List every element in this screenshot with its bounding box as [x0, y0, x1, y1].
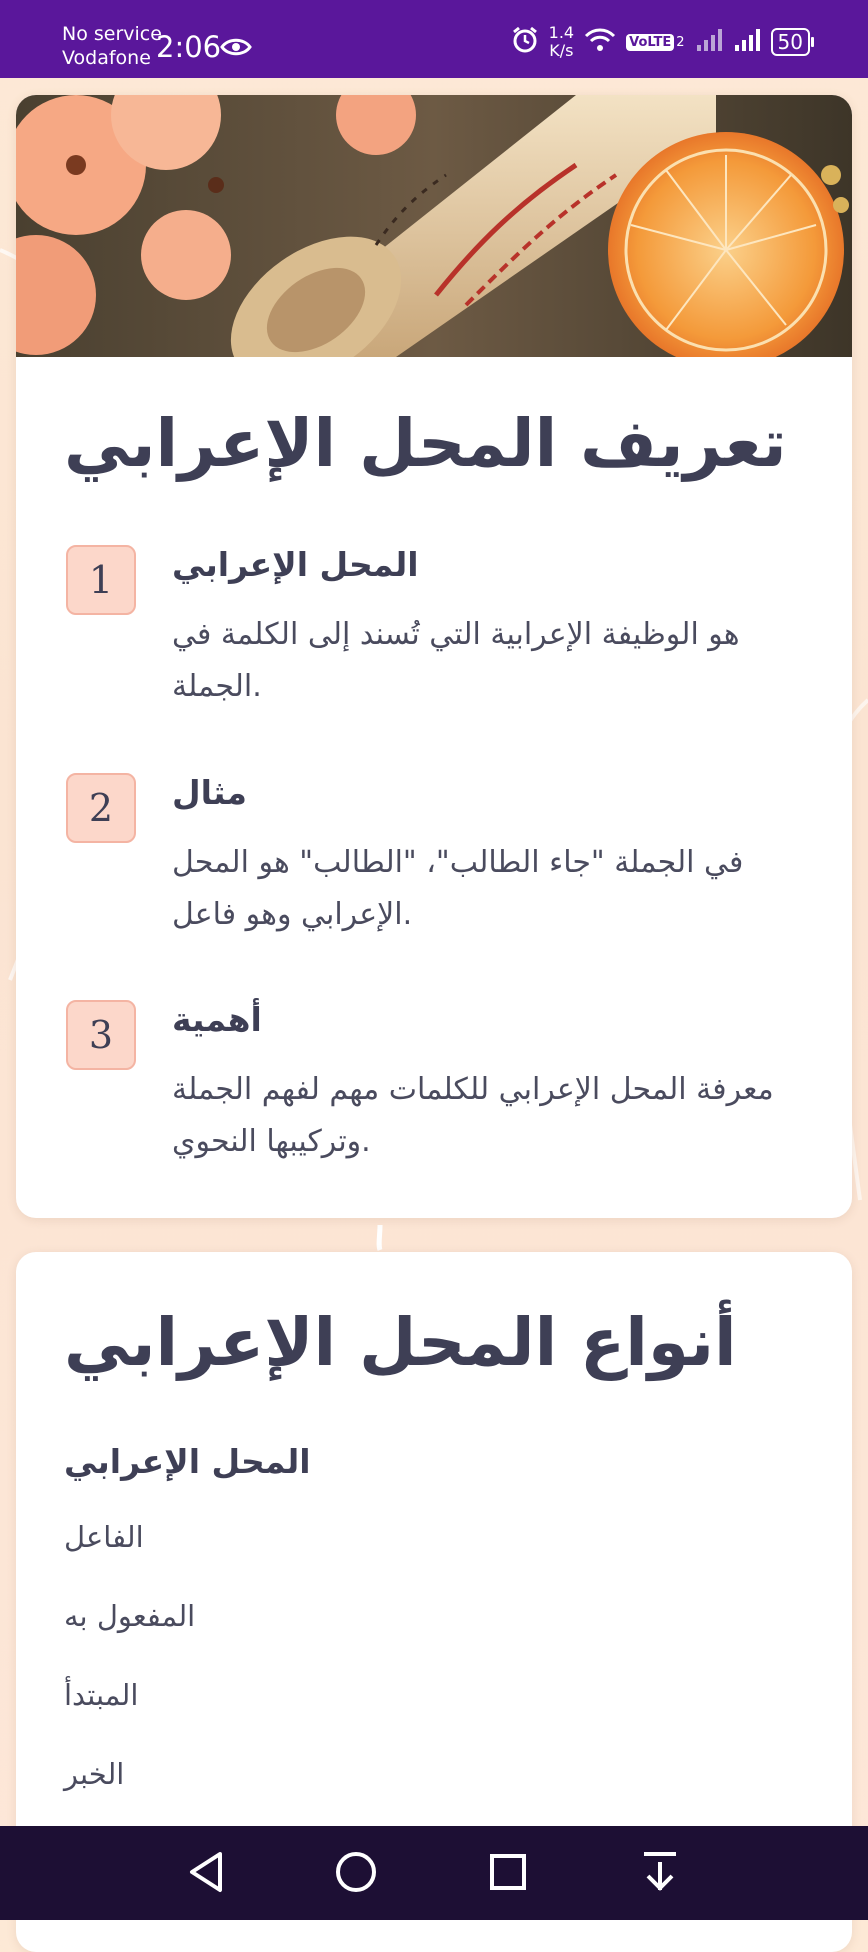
point-number-badge: 2: [66, 773, 136, 843]
signal-sim2-icon: [695, 27, 723, 57]
recents-square-icon: [488, 1852, 528, 1896]
net-speed-value: 1.4: [548, 23, 575, 42]
recents-button[interactable]: [478, 1846, 538, 1902]
list-item: الفاعل: [64, 1520, 144, 1554]
clock: 2:06: [156, 30, 222, 64]
point-body: هو الوظيفة الإعرابية التي تُسند إلى الكلمة في الجملة.: [172, 617, 740, 704]
carrier-info: [62, 22, 162, 70]
pull-down-icon: [640, 1850, 680, 1898]
list-item: المبتدأ: [64, 1678, 139, 1712]
volte-badge: VoLTE: [626, 34, 674, 51]
definition-title: تعريف المحل الإعرابي: [64, 405, 787, 482]
types-title: أنواع المحل الإعرابي: [64, 1304, 737, 1381]
carrier-line1: No service: [62, 23, 162, 45]
types-column-header: المحل الإعرابي: [64, 1442, 311, 1481]
navigation-bar: [0, 1826, 868, 1920]
back-button[interactable]: [176, 1846, 236, 1902]
status-icons: [511, 24, 810, 60]
notifications-pull-down-button[interactable]: [630, 1846, 690, 1902]
home-circle-icon: [334, 1850, 378, 1898]
battery-indicator: 50: [771, 28, 810, 56]
wifi-icon: [584, 27, 616, 57]
point-title: مثال: [172, 773, 247, 812]
alarm-icon: [511, 26, 539, 58]
point-number-badge: 1: [66, 545, 136, 615]
net-speed-unit: K/s: [549, 41, 574, 60]
point-title: أهمية: [172, 1000, 262, 1039]
back-triangle-icon: [186, 1850, 226, 1898]
home-button[interactable]: [326, 1846, 386, 1902]
list-item: الخبر: [64, 1757, 125, 1791]
sim-slot: 2: [676, 34, 685, 50]
status-bar: [0, 0, 868, 78]
point-body: في الجملة "جاء الطالب"، "الطالب" هو المحل الإعرابي وهو فاعل.: [172, 845, 744, 932]
point-title: المحل الإعرابي: [172, 545, 419, 584]
point-number-badge: 3: [66, 1000, 136, 1070]
signal-sim1-icon: [733, 27, 761, 57]
carrier-line2: Vodafone: [62, 47, 151, 69]
net-speed: [549, 24, 574, 60]
point-body: معرفة المحل الإعرابي للكلمات مهم لفهم الجملة وتركيبها النحوي.: [172, 1072, 774, 1159]
definition-card: [16, 95, 852, 1218]
hero-image-scroll-flowers-orange: [16, 95, 852, 357]
list-item: المفعول به: [64, 1599, 196, 1633]
eye-icon: [220, 36, 252, 62]
